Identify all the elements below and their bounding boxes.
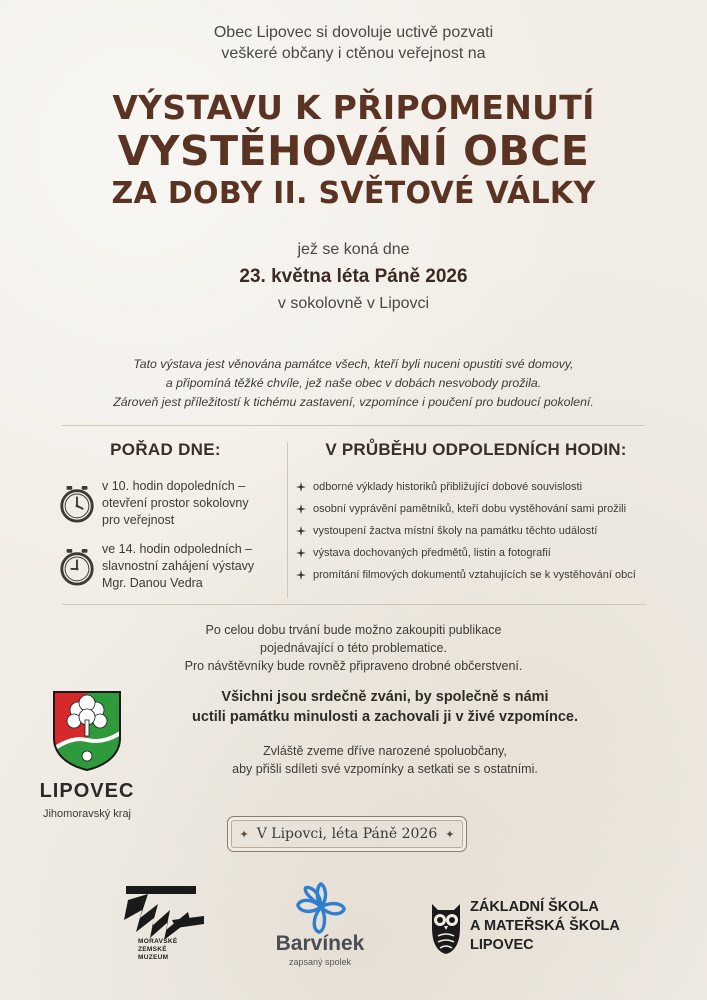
mzm-line-2: ZEMSKÉ (138, 946, 167, 953)
dedication-line-1: Tato výstava jest věnována památce všech, kteří byli nuceni opustiti své domovy, (133, 357, 574, 371)
signoff-box (227, 816, 467, 852)
program-heading: POŘAD DNE: (110, 440, 221, 459)
publications-line-3: Pro návštěvníky bude rovněž připraveno drobné občerstvení. (184, 659, 523, 673)
list-item (296, 498, 656, 520)
mzm-line-1: MORAVSKÉ (138, 938, 178, 945)
divider-bottom (62, 604, 645, 605)
program-section (58, 438, 273, 592)
municipality-name: LIPOVEC (39, 780, 135, 802)
dedication-line-2: a připomíná těžké chvíle, jež naše obec v dobách nesvobody prožila. (165, 376, 542, 390)
invite-line-2: uctili památku minulosti a zachovali ji v živé vzpomínce. (192, 709, 578, 725)
coat-of-arms-icon (52, 690, 122, 772)
owl-icon (428, 898, 464, 956)
divider-top (62, 425, 645, 426)
elders-line-2: aby přišli sdíleti své vzpomínky a setkati se s ostatními. (232, 762, 538, 776)
event-place: v sokolovně v Lipovci (277, 295, 430, 312)
afternoon-item-text: vystoupení žactva místní školy na památku těchto událostí (313, 525, 598, 537)
signoff-text: V Lipovci, léta Páně 2026 (256, 826, 438, 842)
afternoon-item-text: výstava dochovaných předmětů, listin a fotografií (313, 547, 551, 559)
exhibition-title (0, 88, 707, 214)
barvinek-subtitle: zapsaný spolek (288, 957, 352, 967)
title-line-3: ZA DOBY II. SVĚTOVÉ VÁLKY (111, 176, 596, 211)
star-bullet-icon (296, 570, 306, 580)
program-item-2-line-3: Mgr. Danou Vedra (102, 576, 203, 590)
list-item (296, 476, 656, 498)
star-bullet-icon (296, 548, 306, 558)
title-line-1: VÝSTAVU K PŘIPOMENUTÍ (112, 88, 595, 127)
afternoon-item-text: odborné výklady historiků přibližující dobové souvislosti (313, 481, 583, 493)
dedication-line-3: Zároveň jest příležitostí k tichému zastavení, vzpomínce i poučení pro budoucí pokolení. (113, 395, 594, 409)
publications-line-2: pojednávající o této problematice. (260, 641, 447, 655)
event-pre: jež se koná dne (297, 241, 410, 258)
intro-line-2: veškeré občany i ctěnou veřejnost na (221, 45, 486, 62)
publications-text (0, 621, 707, 675)
list-item (296, 564, 656, 586)
afternoon-heading: V PRŮBĚHU ODPOLEDNÍCH HODIN: (325, 440, 627, 459)
dedication-text (0, 355, 707, 412)
school-line-3: LIPOVEC (470, 937, 534, 953)
star-bullet-icon (296, 526, 306, 536)
barvinek-flower-icon (292, 880, 350, 938)
school-name (470, 898, 620, 955)
invite-line-1: Všichni jsou srdečně zváni, by společně s námi (221, 689, 549, 705)
school-line-2: A MATEŘSKÁ ŠKOLA (470, 918, 620, 934)
list-item (296, 542, 656, 564)
intro-text (0, 22, 707, 64)
program-item (58, 478, 273, 529)
municipality-region: Jihomoravský kraj (42, 808, 132, 820)
afternoon-section (296, 438, 656, 586)
star-bullet-icon (296, 504, 306, 514)
invitation-text (155, 687, 615, 727)
star-bullet-icon (296, 482, 306, 492)
elders-text (155, 742, 615, 778)
program-item-2-line-1: ve 14. hodin odpoledních – (102, 542, 253, 556)
afternoon-item-text: promítání filmových dokumentů vztahujících se k vystěhování obcí (313, 569, 636, 581)
column-divider (287, 442, 288, 598)
intro-line-1: Obec Lipovec si dovoluje uctivě pozvati (213, 24, 494, 41)
elders-line-1: Zvláště zveme dříve narozené spoluobčany, (263, 744, 507, 758)
afternoon-list (296, 476, 656, 586)
mzm-name (138, 938, 177, 962)
mzm-line-3: MUZEUM (138, 954, 169, 961)
program-item-1-line-1: v 10. hodin dopoledních – (102, 479, 246, 493)
clock-icon (58, 548, 96, 586)
publications-line-1: Po celou dobu trvání bude možno zakoupiti publikace (205, 623, 502, 637)
program-item (58, 541, 273, 592)
event-info (0, 238, 707, 316)
list-item (296, 520, 656, 542)
clock-icon (58, 485, 96, 523)
afternoon-item-text: osobní vyprávění pamětníků, kteří dobu vystěhování sami prožili (313, 503, 627, 515)
title-line-2: VYSTĚHOVÁNÍ OBCE (117, 127, 590, 175)
program-item-1-line-3: pro veřejnost (102, 513, 175, 527)
school-line-1: ZÁKLADNÍ ŠKOLA (470, 899, 599, 915)
ornament-right-icon: ✦ (445, 827, 455, 841)
barvinek-name: Barvínek (275, 932, 365, 955)
program-item-1-line-2: otevření prostor sokolovny (102, 496, 249, 510)
ornament-left-icon: ✦ (239, 827, 249, 841)
program-item-2-line-2: slavnostní zahájení výstavy (102, 559, 255, 573)
event-date: 23. května léta Páně 2026 (239, 266, 468, 287)
